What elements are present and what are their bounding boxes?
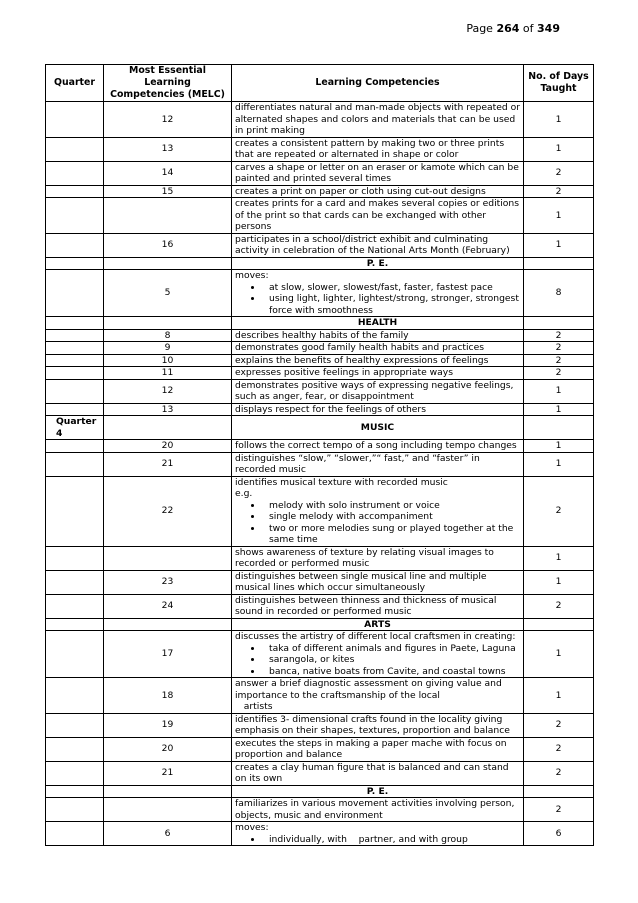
quarter-cell <box>46 317 104 330</box>
days-cell <box>524 618 594 631</box>
days-taught: 2 <box>524 594 594 618</box>
melc-number: 24 <box>104 594 232 618</box>
competency-cell <box>232 342 524 355</box>
section-row <box>46 618 594 631</box>
competency-text-tail: artists <box>235 701 273 712</box>
melc-cell <box>104 618 232 631</box>
competency-cell <box>232 798 524 822</box>
days-taught: 1 <box>524 102 594 138</box>
table-row <box>46 594 594 618</box>
competency-intro: moves: <box>235 270 269 281</box>
melc-cell <box>104 257 232 270</box>
quarter-cell <box>46 342 104 355</box>
days-taught: 1 <box>524 137 594 161</box>
header-melc: Most Essential Learning Competencies (MELC) <box>104 65 232 102</box>
melc-number: 13 <box>104 403 232 416</box>
melc-number: 8 <box>104 329 232 342</box>
table-row <box>46 329 594 342</box>
competency-cell <box>232 713 524 737</box>
page-total: 349 <box>537 22 560 35</box>
competency-cell <box>232 102 524 138</box>
table-row <box>46 476 594 546</box>
days-taught: 2 <box>524 798 594 822</box>
days-taught: 1 <box>524 452 594 476</box>
competency-text: creates a print on paper or cloth using cut-out designs <box>235 185 486 197</box>
melc-number: 20 <box>104 440 232 453</box>
days-taught: 1 <box>524 546 594 570</box>
quarter-cell <box>46 476 104 546</box>
competency-bullet-list <box>235 643 520 678</box>
melc-number: 10 <box>104 354 232 367</box>
competency-text: distinguishes “slow,” “slower,”“ fast,” and “faster” in recorded music <box>235 452 480 475</box>
table-row <box>46 822 594 846</box>
header-competencies: Learning Competencies <box>232 65 524 102</box>
section-title: P. E. <box>232 257 524 270</box>
competency-cell <box>232 594 524 618</box>
quarter-cell <box>46 678 104 714</box>
competency-cell <box>232 546 524 570</box>
competency-cell <box>232 233 524 257</box>
competency-text: creates a consistent pattern by making two or three prints that are repeated or alternated in shape or color <box>235 137 505 160</box>
days-taught: 2 <box>524 737 594 761</box>
competency-text: describes healthy habits of the family <box>235 329 409 341</box>
page-number: Page 264 of 349 <box>466 22 560 35</box>
competency-cell <box>232 631 524 678</box>
table-row <box>46 354 594 367</box>
competency-text: answer a brief diagnostic assessment on giving value and importance to the craftsmanship of the local <box>235 678 502 701</box>
quarter-cell <box>46 161 104 185</box>
melc-number: 21 <box>104 761 232 785</box>
quarter-cell <box>46 570 104 594</box>
quarter-cell <box>46 737 104 761</box>
competency-bullet-list <box>235 500 520 546</box>
melc-number <box>104 546 232 570</box>
quarter-cell <box>46 713 104 737</box>
melc-number: 22 <box>104 476 232 546</box>
competency-cell <box>232 367 524 380</box>
page-current: 264 <box>496 22 520 35</box>
quarter-cell <box>46 367 104 380</box>
competency-text: creates prints for a card and makes several copies or editions of the print so that cards can be exchanged with other persons <box>235 198 520 232</box>
competency-cell <box>232 403 524 416</box>
competency-cell <box>232 354 524 367</box>
competency-cell <box>232 452 524 476</box>
days-cell <box>524 416 594 440</box>
quarter-cell <box>46 329 104 342</box>
bullet-item: • individually, with partner, and with group <box>263 834 520 846</box>
melc-cell <box>104 416 232 440</box>
table-header-row <box>46 65 594 102</box>
table-row <box>46 137 594 161</box>
melc-number: 9 <box>104 342 232 355</box>
section-title: P. E. <box>232 785 524 798</box>
competency-bullet-list <box>235 282 520 317</box>
bullet-item: • two or more melodies sung or played together at the same time <box>263 523 520 546</box>
days-taught: 2 <box>524 761 594 785</box>
melc-number: 19 <box>104 713 232 737</box>
days-taught: 1 <box>524 440 594 453</box>
competency-intro-example: e.g. <box>235 488 253 499</box>
quarter-cell <box>46 379 104 403</box>
melc-number <box>104 798 232 822</box>
melc-cell <box>104 785 232 798</box>
days-taught: 1 <box>524 198 594 234</box>
days-taught: 1 <box>524 233 594 257</box>
competency-text: demonstrates positive ways of expressing negative feelings, such as anger, fear, or disappointment <box>235 379 514 402</box>
table-row <box>46 403 594 416</box>
competency-text: follows the correct tempo of a song including tempo changes <box>235 440 517 451</box>
section-title: ARTS <box>232 618 524 631</box>
competency-cell <box>232 329 524 342</box>
table-body <box>46 102 594 846</box>
days-cell <box>524 785 594 798</box>
table-row <box>46 570 594 594</box>
days-taught: 2 <box>524 329 594 342</box>
competency-cell <box>232 440 524 453</box>
quarter-cell <box>46 137 104 161</box>
competency-cell <box>232 379 524 403</box>
competency-text: executes the steps in making a paper mache with focus on proportion and balance <box>235 737 507 760</box>
days-cell <box>524 257 594 270</box>
quarter-cell <box>46 546 104 570</box>
table-row <box>46 452 594 476</box>
section-row <box>46 257 594 270</box>
quarter-cell <box>46 822 104 846</box>
competency-cell <box>232 761 524 785</box>
days-taught: 1 <box>524 631 594 678</box>
melc-number: 18 <box>104 678 232 714</box>
quarter-cell <box>46 440 104 453</box>
melc-cell <box>104 317 232 330</box>
bullet-item: • sarangola, or kites <box>263 654 520 666</box>
competency-cell <box>232 476 524 546</box>
competency-text: demonstrates good family health habits and practices <box>235 342 485 353</box>
days-taught: 2 <box>524 367 594 380</box>
competency-text: displays respect for the feelings of others <box>235 403 426 415</box>
melc-number: 12 <box>104 102 232 138</box>
competency-cell <box>232 570 524 594</box>
days-taught: 2 <box>524 713 594 737</box>
quarter-cell <box>46 233 104 257</box>
quarter-cell <box>46 354 104 367</box>
table-row <box>46 161 594 185</box>
table-row <box>46 546 594 570</box>
competency-text: expresses positive feelings in appropriate ways <box>235 367 454 378</box>
table-row <box>46 198 594 234</box>
competency-cell <box>232 822 524 846</box>
days-taught: 2 <box>524 476 594 546</box>
section-title: HEALTH <box>232 317 524 330</box>
melc-number: 17 <box>104 631 232 678</box>
melc-number <box>104 198 232 234</box>
bullet-item: • at slow, slower, slowest/fast, faster, fastest pace <box>263 282 520 294</box>
quarter-cell <box>46 618 104 631</box>
quarter-cell: Quarter 4 <box>46 416 104 440</box>
table-row <box>46 678 594 714</box>
quarter-cell <box>46 452 104 476</box>
table-row <box>46 761 594 785</box>
competency-cell <box>232 137 524 161</box>
days-taught: 6 <box>524 822 594 846</box>
days-taught: 8 <box>524 270 594 317</box>
days-taught: 2 <box>524 354 594 367</box>
melc-number: 21 <box>104 452 232 476</box>
table-row <box>46 737 594 761</box>
table-row <box>46 270 594 317</box>
section-row <box>46 416 594 440</box>
days-taught: 1 <box>524 570 594 594</box>
quarter-cell <box>46 785 104 798</box>
competency-cell <box>232 270 524 317</box>
curriculum-table <box>45 64 594 846</box>
days-taught: 2 <box>524 185 594 198</box>
table-row <box>46 713 594 737</box>
melc-number: 11 <box>104 367 232 380</box>
competency-intro: moves: <box>235 822 269 833</box>
competency-text: participates in a school/district exhibit and culminating activity in celebration of the National Arts Month (February) <box>235 233 510 256</box>
melc-number: 5 <box>104 270 232 317</box>
quarter-cell <box>46 102 104 138</box>
competency-cell <box>232 198 524 234</box>
table-row <box>46 379 594 403</box>
competency-cell <box>232 161 524 185</box>
bullet-item: • using light, lighter, lightest/strong, stronger, strongest force with smoothness <box>263 293 520 316</box>
section-row <box>46 785 594 798</box>
competency-bullet-list <box>235 834 520 846</box>
competency-text: familiarizes in various movement activities involving person, objects, music and environment <box>235 798 515 821</box>
competency-text: carves a shape or letter on an eraser or kamote which can be painted and printed several times <box>235 161 519 184</box>
quarter-cell <box>46 761 104 785</box>
quarter-cell <box>46 257 104 270</box>
quarter-cell <box>46 403 104 416</box>
quarter-cell <box>46 631 104 678</box>
days-taught: 2 <box>524 161 594 185</box>
competency-cell <box>232 185 524 198</box>
quarter-cell <box>46 798 104 822</box>
competency-text: identifies 3- dimensional crafts found in the locality giving emphasis on their shapes, textures, proportion and balance <box>235 713 510 736</box>
competency-intro: identifies musical texture with recorded music <box>235 476 448 488</box>
melc-number: 6 <box>104 822 232 846</box>
melc-number: 20 <box>104 737 232 761</box>
section-title: MUSIC <box>232 416 524 440</box>
table-row <box>46 185 594 198</box>
competency-text: shows awareness of texture by relating visual images to recorded or performed music <box>235 546 494 569</box>
competency-cell <box>232 737 524 761</box>
days-taught: 1 <box>524 678 594 714</box>
competency-intro: discusses the artistry of different local craftsmen in creating: <box>235 631 516 642</box>
days-taught: 2 <box>524 342 594 355</box>
table-row <box>46 367 594 380</box>
header-quarter: Quarter <box>46 65 104 102</box>
header-days: No. of Days Taught <box>524 65 594 102</box>
section-row <box>46 317 594 330</box>
quarter-cell <box>46 270 104 317</box>
table-row <box>46 798 594 822</box>
competency-text: distinguishes between thinness and thickness of musical sound in recorded or performed music <box>235 594 497 617</box>
melc-number: 15 <box>104 185 232 198</box>
table-row <box>46 102 594 138</box>
table-row <box>46 233 594 257</box>
melc-number: 23 <box>104 570 232 594</box>
melc-number: 14 <box>104 161 232 185</box>
competency-text: distinguishes between single musical line and multiple musical lines which occur simultaneously <box>235 570 487 593</box>
melc-number: 13 <box>104 137 232 161</box>
quarter-cell <box>46 594 104 618</box>
table-row <box>46 440 594 453</box>
melc-number: 12 <box>104 379 232 403</box>
competency-text: differentiates natural and man-made objects with repeated or alternated shapes and colors and materials that can be used in print making <box>235 102 521 136</box>
quarter-cell <box>46 198 104 234</box>
bullet-item: • melody with solo instrument or voice <box>263 500 520 512</box>
table-row <box>46 631 594 678</box>
table-row <box>46 342 594 355</box>
bullet-item: • single melody with accompaniment <box>263 511 520 523</box>
melc-number: 16 <box>104 233 232 257</box>
competency-cell <box>232 678 524 714</box>
days-taught: 1 <box>524 403 594 416</box>
days-cell <box>524 317 594 330</box>
bullet-item: • banca, native boats from Cavite, and coastal towns <box>263 666 520 678</box>
competency-text: creates a clay human figure that is balanced and can stand on its own <box>235 761 509 784</box>
bullet-item: • taka of different animals and figures in Paete, Laguna <box>263 643 520 655</box>
days-taught: 1 <box>524 379 594 403</box>
quarter-cell <box>46 185 104 198</box>
competency-text: explains the benefits of healthy expressions of feelings <box>235 354 489 366</box>
